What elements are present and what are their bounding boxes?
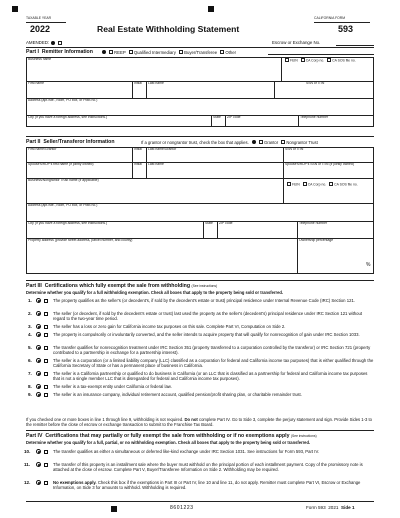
p2-percent-sign: %	[366, 262, 371, 268]
p1-zip-label: ZIP code	[227, 115, 241, 119]
p1-first-name-label: First name	[28, 81, 45, 85]
p3-item-radio[interactable]	[36, 371, 41, 376]
p4-item-number: 10.	[24, 449, 31, 454]
p3-item-radio[interactable]	[36, 324, 41, 329]
p4-item-checkbox[interactable]	[44, 481, 48, 485]
p3-item-checkbox[interactable]	[44, 333, 48, 337]
p4-item-text	[53, 480, 375, 491]
p4-item-checkbox[interactable]	[44, 450, 48, 454]
p3-item-text	[53, 311, 375, 322]
form-title: Real Estate Withholding Statement	[97, 24, 240, 34]
p2-initial-label: Initial	[134, 147, 142, 151]
p4-item-bold-text: No exemptions apply.	[53, 479, 97, 485]
grantor-checkbox[interactable]	[259, 140, 263, 144]
p3-item-checkbox[interactable]	[44, 393, 48, 397]
p3-item-text	[53, 332, 375, 337]
p4-item-radio[interactable]	[36, 480, 41, 485]
p2-spouse-last-label: Last name	[148, 162, 164, 166]
p3-item-body: The seller has a loss or zero gain for California income tax purposes on this sale. Complete Part VI, Computation on Side 2.	[53, 323, 286, 329]
part4-subheading: Determine whether you qualify for a full, partial, or no withholding exemption. Check all boxes that apply to the property being sold or transferred.	[26, 440, 311, 445]
p2-business-trust-label: Business/Nongrantor Trust name (if applicable)	[28, 178, 99, 182]
p4-item-text	[53, 449, 375, 454]
part1-title: Part I Remitter Information	[26, 49, 93, 55]
p3-item-number: 4.	[28, 332, 32, 337]
p1-last-name-label: Last name	[148, 81, 164, 85]
form-number: 593	[338, 24, 354, 34]
p3-item-body: The seller is a California partnership or qualified to do business in California (or an LLC that is classified as a partnership for federal and California income tax purposes that is not a single member LLC that is disregarded for federal and California income tax purposes).	[53, 370, 368, 381]
p3-item-checkbox[interactable]	[44, 385, 48, 389]
registration-mark-bottom	[111, 506, 117, 512]
p3-item-radio[interactable]	[36, 332, 41, 337]
p3-item-number: 9.	[28, 392, 32, 397]
p3-item-body: The seller is a tax-exempt entity under California or federal law.	[53, 383, 172, 389]
p2-spouse-first-label: Spouse's/RDP's first name (if jointly owned)	[28, 162, 94, 166]
p4-item-body: The transfer of this property is an installment sale where the buyer must withhold on the principal portion of each installment payment. Copy of the promissory note is attached at the close of escrow. Complete Part V, Buyer/Transferee Information on Side 2. Withholding may be required.	[53, 461, 363, 472]
p3-item-radio[interactable]	[36, 358, 41, 363]
part1-options: REEP Qualified Intermediary Buyer/Transferee Other	[100, 50, 236, 55]
p1-state-label: State	[213, 115, 221, 119]
qualified-intermediary-checkbox[interactable]	[129, 50, 133, 54]
p3-item-number: 8.	[28, 384, 32, 389]
p2-ownership-label: Ownership percentage	[299, 238, 334, 242]
form-year: 2022	[30, 24, 51, 34]
p3-item-number: 3.	[28, 324, 32, 329]
p2-entity-checks: FEIN CA Corp no. CA SOS file no.	[285, 182, 358, 187]
p3-item-radio[interactable]	[36, 392, 41, 397]
buyer-transferee-checkbox[interactable]	[179, 50, 183, 54]
p3-item-checkbox[interactable]	[44, 325, 48, 329]
remitter-radio[interactable]	[102, 50, 106, 54]
p3-item-number: 2.	[28, 311, 32, 316]
part3-title: Part III Certifications which fully exempt the sale from withholding (See instructions)	[26, 283, 218, 289]
california-form-label: CALIFORNIA FORM	[314, 16, 346, 20]
p4-item-number: 11.	[24, 462, 31, 467]
registration-mark-left	[12, 6, 18, 12]
p1-business-name-label: Business name	[28, 57, 52, 61]
p2-city-label: City (If you have a foreign address, see instructions.)	[28, 221, 108, 225]
p3-item-text	[53, 384, 375, 389]
p4-item-radio[interactable]	[36, 462, 41, 467]
p3-item-body: The seller is a corporation (or a limited liability company (LLC) classified as a corporation for federal and California income tax purposes) that is either qualified through the California Secretary of State or has a permanent place of business in California.	[53, 357, 374, 368]
p1-address-label: Address (apt./ste., room, PO box, or PMB no.)	[28, 98, 98, 102]
p1-fein-checkbox[interactable]	[285, 58, 289, 62]
p2-telephone-label: Telephone number	[299, 221, 328, 225]
p1-city-label: City (If you have a foreign address, see instructions.)	[28, 115, 108, 119]
p1-entity-checks: FEIN CA Corp no. CA SOS file no.	[283, 58, 356, 63]
p3-item-checkbox[interactable]	[44, 299, 48, 303]
barcode-number: 8601223	[170, 505, 194, 511]
p3-item-radio[interactable]	[36, 384, 41, 389]
p2-last-name-label: Last name/Grantor	[148, 147, 177, 151]
p3-item-checkbox[interactable]	[44, 359, 48, 363]
p2-spouse-initial-label: Initial	[134, 162, 142, 166]
p3-item-checkbox[interactable]	[44, 312, 48, 316]
amended-radio[interactable]	[51, 41, 55, 45]
part2-title: Part II Seller/Transferor Information	[26, 139, 115, 145]
p4-item-number: 12.	[24, 480, 31, 485]
escrow-label: Escrow or Exchange No.	[272, 40, 321, 45]
p2-address-label: Address (apt./ste., room, PO box, or PMB no.)	[28, 203, 98, 207]
p3-item-text	[53, 358, 375, 369]
p4-item-checkbox[interactable]	[44, 463, 48, 467]
p3-item-text	[53, 345, 375, 356]
p2-zip-label: ZIP code	[219, 221, 233, 225]
p2-property-address-label: Property address (provide street address, parcel number, and county)	[28, 238, 133, 242]
p3-item-number: 5.	[28, 345, 32, 350]
escrow-field[interactable]	[336, 45, 374, 46]
p2-ssn-label: SSN or ITIN	[285, 147, 304, 151]
p1-ca-sos-checkbox[interactable]	[327, 58, 331, 62]
p3-item-number: 7.	[28, 371, 32, 376]
p2-ca-sos-checkbox[interactable]	[329, 182, 333, 186]
p3-item-checkbox[interactable]	[44, 372, 48, 376]
part3-footer: If you checked one or more boxes in line 1 through line 9, withholding is not required. Do not complete Part IV. Go to Side 3, complete the perjury statement and sign. Provide Sides 1-3 to the remitter before the close of escrow or exchange transaction to submit to the Franchise Tax Board.	[26, 417, 372, 428]
footer-form-label: Form 593 2021 Side 1	[306, 505, 355, 510]
p2-fein-checkbox[interactable]	[287, 182, 291, 186]
p3-item-text	[53, 298, 375, 303]
p1-ca-corp-checkbox[interactable]	[301, 58, 305, 62]
p3-item-radio[interactable]	[36, 311, 41, 316]
p4-item-text	[53, 462, 375, 473]
p3-item-body: The seller is an insurance company, individual retirement account, qualified pension/profit sharing plan, or charitable remainder trust.	[53, 391, 302, 397]
p3-item-checkbox[interactable]	[44, 346, 48, 350]
amended-label: AMENDED:	[26, 40, 63, 45]
nongrantor-checkbox[interactable]	[281, 140, 285, 144]
p4-item-body: Check this box if the exemptions in Part III or Part IV, line 10 and line 11, do not apply. Remitter must complete Part VI, Escrow or Exchange Information, on Side 3 for amounts to withhold. Withholding is required.	[53, 479, 361, 490]
part2-trust-note: If a grantor or nongrantor trust, check the box that applies. Grantor Nongrantor Trust	[141, 139, 318, 145]
p2-first-name-label: First name/Grantor	[28, 147, 57, 151]
p3-item-body: The transfer qualifies for nonrecognition treatment under IRC Section 351 (property transferred to a corporation controlled by the transferor) or IRC Section 721 (property contributed to a partnership in exchange for a partnership interest).	[53, 344, 371, 355]
registration-mark-right	[208, 6, 214, 12]
p1-initial-label: Initial	[134, 81, 142, 85]
taxable-year-label: TAXABLE YEAR	[26, 16, 52, 20]
p3-item-body: The property qualifies as the seller's (or decedent's, if sold by the decedent's estate or trust) principal residence under Internal Revenue Code (IRC) Section 121.	[53, 297, 355, 303]
p4-item-body: The transfer qualifies as either a simultaneous or deferred like-kind exchange under IRC Section 1031. See instructions for Form 593, Part IV.	[53, 448, 320, 454]
p3-item-number: 6.	[28, 358, 32, 363]
p3-item-text	[53, 371, 375, 382]
part4-title: Part IV Certifications that may partially or fully exempt the sale from withholding or if no exemptions apply (See instructions)	[26, 433, 317, 439]
p1-telephone-label: Telephone number	[300, 115, 329, 119]
p3-item-body: The seller (or decedent, if sold by the decedent's estate or trust) last used the property as the seller's (decedent's) principal residence under IRC Section 121 without regard to the two-year time period.	[53, 310, 363, 321]
p1-ssn-label: SSN or ITIN	[306, 81, 325, 85]
p2-spouse-ssn-label: Spouse's/RDP's SSN or ITIN (if jointly owned)	[285, 162, 354, 166]
p3-item-text	[53, 324, 375, 329]
p3-item-text	[53, 392, 375, 397]
p2-ca-corp-checkbox[interactable]	[303, 182, 307, 186]
trust-radio[interactable]	[252, 140, 256, 144]
p3-item-radio[interactable]	[36, 345, 41, 350]
p3-item-body: The property is compulsorily or involuntarily converted, and the seller intends to acquire property that will qualify for nonrecognition of gain under IRC Section 1033.	[53, 331, 360, 337]
part3-subheading: Determine whether you qualify for a full withholding exemption. Check all boxes that apply to the property being sold or transferred.	[26, 290, 284, 295]
p3-item-number: 1.	[28, 298, 32, 303]
other-checkbox[interactable]	[220, 50, 224, 54]
p3-item-radio[interactable]	[36, 298, 41, 303]
p4-item-radio[interactable]	[36, 449, 41, 454]
amended-checkbox[interactable]	[58, 41, 62, 45]
p2-state-label: State	[205, 221, 213, 225]
reep-checkbox[interactable]	[109, 50, 113, 54]
